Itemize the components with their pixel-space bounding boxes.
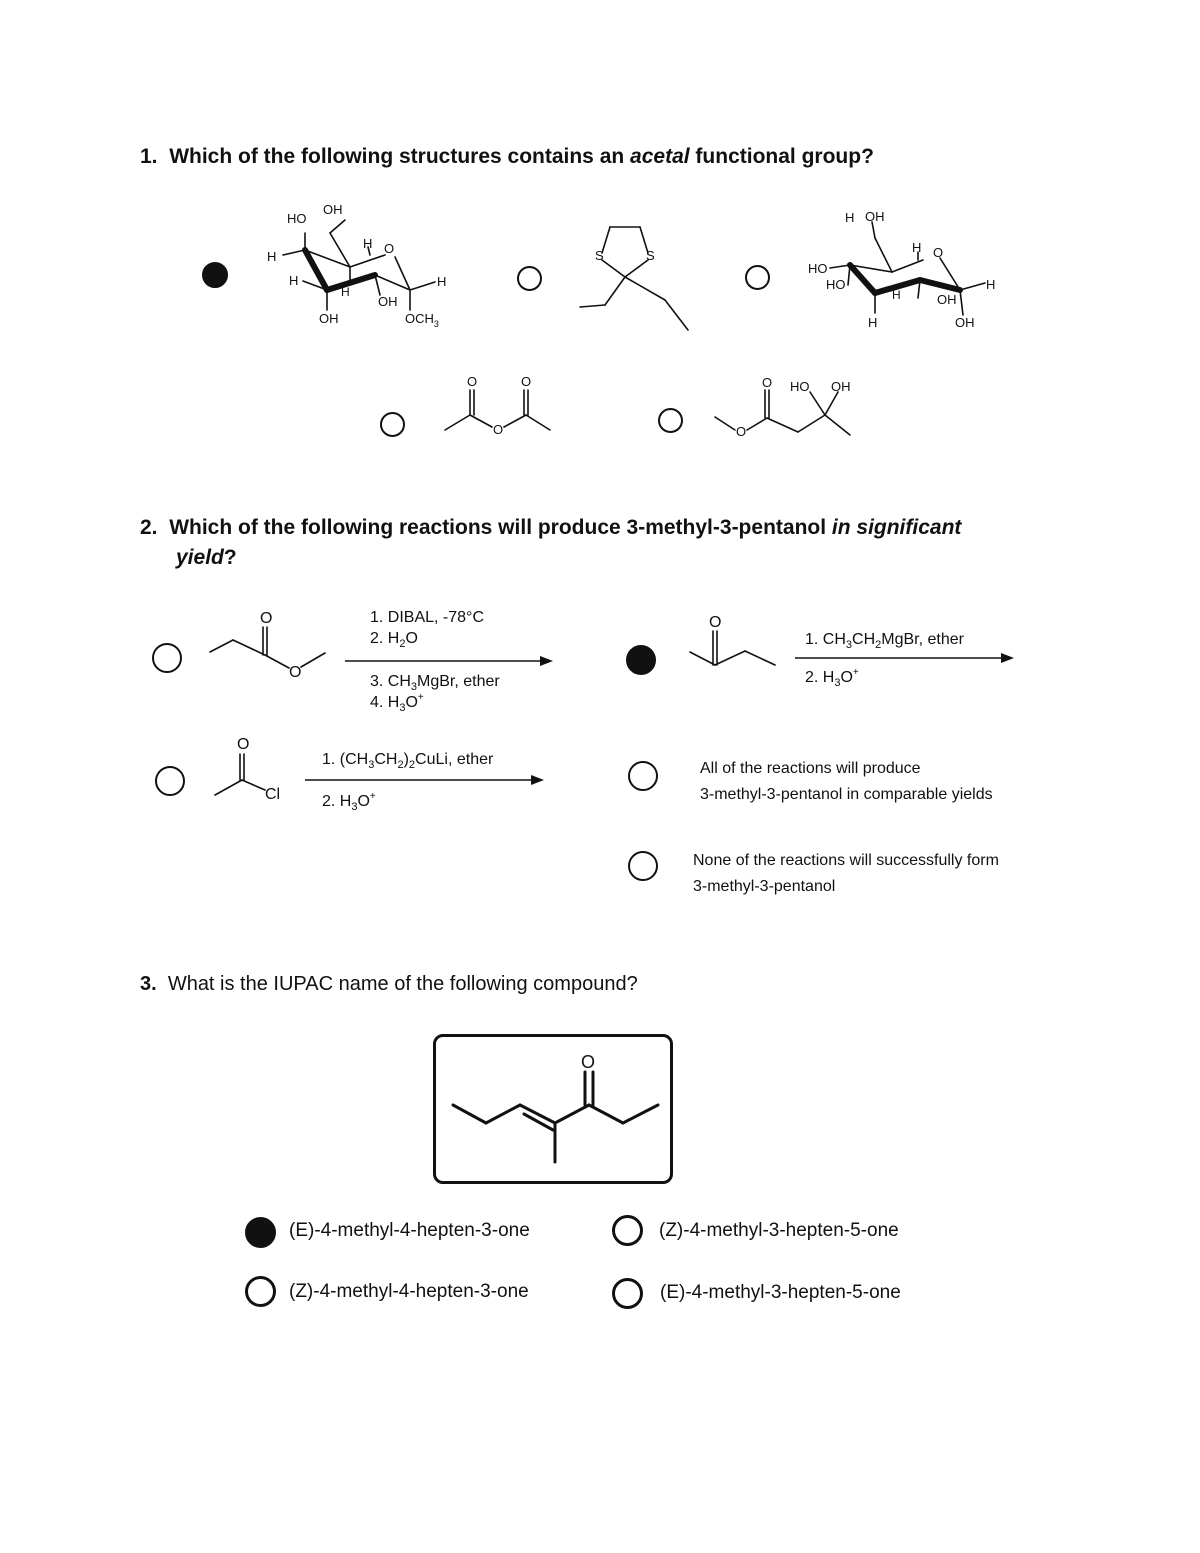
question-emphasis: yield	[176, 546, 224, 569]
question-text: Which of the following reactions will produce 3-methyl-3-pentanol	[169, 516, 832, 539]
label-oh: OH	[937, 292, 957, 307]
arrow-head	[1001, 653, 1014, 663]
q2-option-a-reagents	[340, 600, 570, 715]
option-text-line: All of the reactions will produce	[700, 760, 921, 777]
reagent-step-2: 2. $H_3O^+$	[805, 667, 859, 689]
compound-structure	[433, 1034, 673, 1184]
reagent-step-4: 4. $H_3O^+$	[370, 692, 424, 714]
q2-option-d-text	[700, 756, 993, 808]
label-o: O	[289, 664, 302, 681]
q1-option-d-radio[interactable]	[380, 412, 405, 437]
option-text-line: None of the reactions will successfully form	[693, 852, 999, 869]
option-text-line: 3-methyl-3-pentanol in comparable yields	[700, 786, 993, 803]
q3-answer-4-radio[interactable]	[612, 1278, 643, 1309]
q2-option-e-text	[693, 848, 999, 900]
q3-answer-3-radio[interactable]	[245, 1276, 276, 1307]
q3-answer-2-radio[interactable]	[612, 1215, 643, 1246]
label-och3: $OCH_3$	[405, 311, 439, 329]
label-ho: HO	[287, 211, 307, 226]
label-oh: OH	[831, 379, 851, 394]
q2-option-c-structure	[210, 730, 300, 805]
label-o: O	[709, 614, 722, 631]
q2-option-c-reagents	[300, 740, 560, 815]
reagent-step-3: 3. $CH_3MgBr$, ether	[370, 673, 500, 693]
label-h: H	[267, 249, 277, 264]
label-oh: OH	[865, 209, 885, 224]
label-oh: OH	[955, 315, 975, 330]
label-h: H	[892, 288, 901, 302]
arrow-head	[540, 656, 553, 666]
label-ring-o: O	[384, 241, 395, 256]
q1-option-c-structure	[800, 200, 1010, 340]
question-text: What is the IUPAC name of the following compound?	[167, 973, 638, 995]
q3-answer-1-label: (E)-4-methyl-4-hepten-3-one	[289, 1220, 530, 1241]
question-emphasis: in significant	[831, 516, 962, 539]
label-oh: OH	[319, 311, 339, 326]
label-ho: HO	[826, 277, 846, 292]
question-1-title	[140, 142, 1140, 172]
reagent-step-1: 1. DIBAL, -78°C	[370, 609, 484, 626]
reagent-step-2: 2. $H_3O^+$	[322, 791, 376, 813]
question-number: 2.	[140, 516, 158, 539]
label-h: H	[437, 274, 447, 289]
q2-option-c-radio[interactable]	[155, 766, 185, 796]
label-s: S	[595, 248, 604, 263]
q3-answer-3-label: (Z)-4-methyl-4-hepten-3-one	[289, 1281, 529, 1302]
reagent-step-2: 2. $H_2O$	[370, 630, 418, 650]
question-emphasis: acetal	[630, 145, 690, 168]
q1-option-e-radio[interactable]	[658, 408, 683, 433]
q2-option-d-radio[interactable]	[628, 761, 658, 791]
reagent-step-1: 1. $(CH_3CH_2)_2CuLi$, ether	[322, 751, 494, 771]
label-h: H	[868, 315, 878, 330]
q2-option-a-radio[interactable]	[152, 643, 182, 673]
label-cl: Cl	[265, 786, 281, 803]
question-text: Which of the following structures contains an	[169, 145, 631, 168]
q1-option-a-radio[interactable]	[202, 262, 228, 288]
label-o: O	[467, 374, 478, 389]
label-o: O	[521, 374, 532, 389]
q1-option-b-radio[interactable]	[517, 266, 542, 291]
question-text-end: functional group?	[689, 145, 874, 168]
q2-option-a-structure	[205, 605, 335, 680]
q2-option-b-reagents	[790, 620, 1020, 695]
question-number: 3.	[140, 973, 157, 995]
q2-option-b-radio[interactable]	[626, 645, 656, 675]
label-oh: OH	[378, 294, 398, 309]
label-o: O	[762, 375, 773, 390]
label-o: O	[493, 422, 504, 437]
q2-option-b-structure	[685, 605, 785, 675]
q3-answer-2-label: (Z)-4-methyl-3-hepten-5-one	[659, 1220, 899, 1241]
q2-option-e-radio[interactable]	[628, 851, 658, 881]
question-number: 1.	[140, 145, 158, 168]
label-o: O	[736, 424, 747, 439]
label-s: S	[646, 248, 655, 263]
option-text-line: 3-methyl-3-pentanol	[693, 878, 836, 895]
q3-answer-1-radio[interactable]	[245, 1217, 276, 1248]
question-2-title-line2	[176, 543, 237, 573]
q1-option-b-structure	[575, 215, 695, 335]
reagent-step-1: 1. $CH_3CH_2MgBr$, ether	[805, 631, 964, 651]
question-3-title	[140, 970, 638, 998]
label-h: H	[986, 277, 996, 292]
label-oh: OH	[323, 202, 343, 217]
label-o: O	[237, 736, 250, 753]
label-ring-o: O	[933, 245, 944, 260]
q3-answer-4-label: (E)-4-methyl-3-hepten-5-one	[660, 1282, 901, 1303]
label-h: H	[341, 285, 350, 299]
q1-option-e-structure	[710, 370, 860, 440]
label-ho: HO	[790, 379, 810, 394]
question-2-title	[140, 513, 1100, 543]
q1-option-d-structure	[440, 370, 560, 440]
q1-option-a-structure	[255, 195, 465, 335]
question-text-end: ?	[223, 546, 237, 569]
q1-option-c-radio[interactable]	[745, 265, 770, 290]
label-h: H	[289, 273, 299, 288]
label-ho: HO	[808, 261, 828, 276]
label-h: H	[845, 210, 855, 225]
label-h: H	[363, 236, 373, 251]
label-o: O	[260, 610, 273, 627]
label-o: O	[581, 1052, 596, 1072]
arrow-head	[531, 775, 544, 785]
label-h: H	[912, 240, 922, 255]
